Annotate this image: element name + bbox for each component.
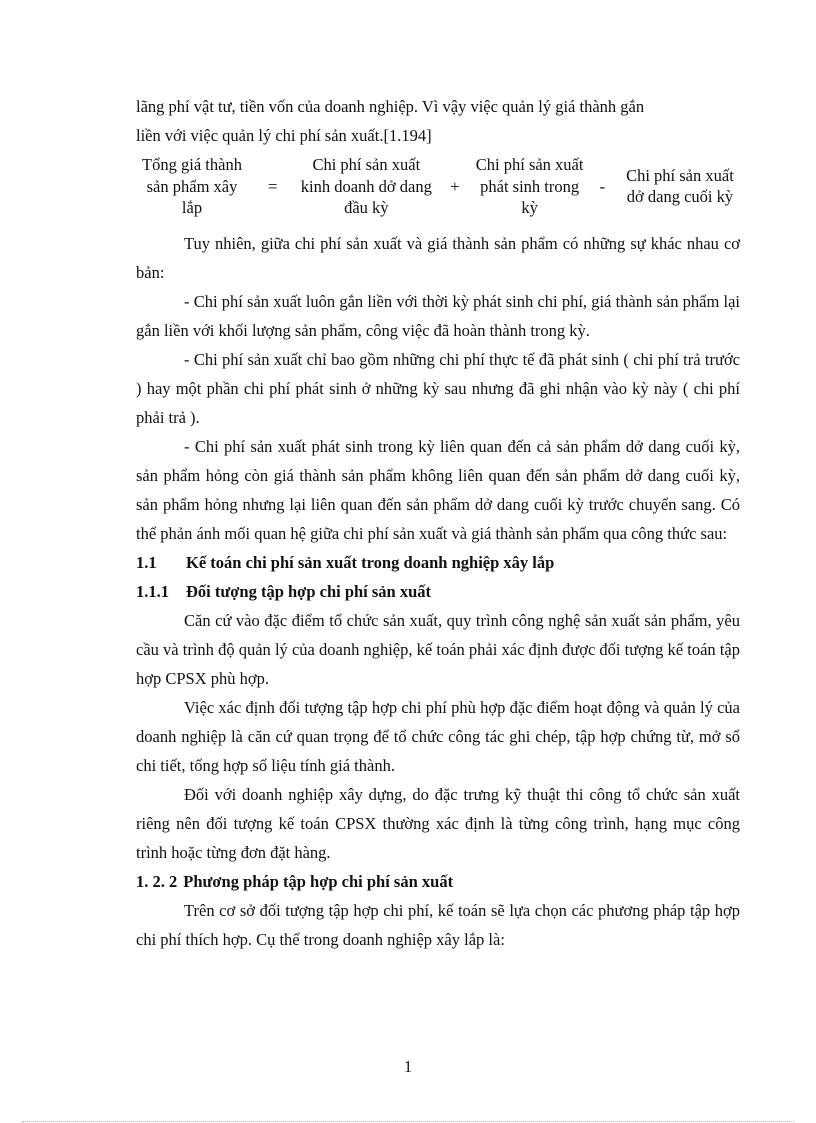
paragraph: - Chi phí sản xuất chỉ bao gồm những chi phí thực tế đã phát sinh ( chi phí trả trước ) hay một phần chi phí phát sinh ở những kỳ sau nhưng đã ghi nhận vào kỳ này ( chi phí phải trả ).	[136, 349, 740, 427]
paragraph: Trên cơ sở đối tượng tập hợp chi phí, kế toán sẽ lựa chọn các phương pháp tập hợp chi phí thích hợp. Cụ thể trong doanh nghiệp xây lắp là:	[136, 900, 740, 949]
paragraph: - Chi phí sản xuất phát sinh trong kỳ liên quan đến cả sản phẩm dở dang cuối kỳ, sản phẩm hỏng còn giá thành sản phẩm không liên quan đến sản phẩm dở dang cuối kỳ, sản phẩm hỏng nhưng lại liên quan đến sản phẩm dở dang cuối kỳ trước chuyển sang. Có thể phản ánh mối quan hệ giữa chi phí sản xuất và giá thành sản phẩm qua công thức sau:	[136, 436, 740, 543]
paragraph: Tuy nhiên, giữa chi phí sản xuất và giá thành sản phẩm có những sự khác nhau cơ bản:	[136, 233, 740, 282]
document-page	[136, 92, 740, 954]
cost-formula	[136, 154, 740, 219]
paragraph: Việc xác định đối tượng tập hợp chi phí phù hợp đặc điểm hoạt động và quản lý của doanh nghiệp là căn cứ quan trọng để tổ chức công tác ghi chép, tập hợp chứng từ, mở sổ chi tiết, tổng hợp số liệu tính giá thành.	[136, 697, 740, 775]
page-bottom-rule	[22, 1121, 794, 1122]
section-title: Kế toán chi phí sản xuất trong doanh nghiệp xây lắp	[186, 552, 555, 572]
formula-term-period-cost: Chi phí sản xuất phát sinh trong kỳ	[475, 155, 584, 217]
section-number: 1. 2. 2	[136, 871, 178, 891]
paragraph: Căn cứ vào đặc điểm tổ chức sản xuất, quy trình công nghệ sản xuất sản phẩm, yêu cầu và trình độ quản lý của doanh nghiệp, kế toán phải xác định được đối tượng kế toán tập hợp CPSX phù hợp.	[136, 610, 740, 688]
section-heading-1-1	[136, 548, 740, 577]
intro-line-1: lãng phí vật tư, tiền vốn của doanh nghiệp. Vì vậy việc quản lý giá thành gắn	[136, 97, 645, 116]
formula-operator-plus: +	[450, 176, 460, 196]
section-title: Phương pháp tập hợp chi phí sản xuất	[183, 871, 454, 891]
page-number: 1	[403, 1057, 413, 1076]
formula-term-opening-wip: Chi phí sản xuất kinh doanh dở dang đầu kỳ	[300, 155, 432, 217]
section-number: 1.1	[136, 552, 157, 572]
formula-operator-equals: =	[267, 176, 278, 196]
formula-operator-minus: -	[599, 176, 606, 196]
paragraph: - Chi phí sản xuất luôn gắn liền với thời kỳ phát sinh chi phí, giá thành sản phẩm lại gắn liền với khối lượng sản phẩm, công việc đã hoàn thành trong kỳ.	[136, 291, 740, 340]
section-number: 1.1.1	[136, 581, 169, 601]
formula-term-closing-wip: Chi phí sản xuất dở dang cuối kỳ	[626, 165, 734, 207]
formula-term-total-cost: Tổng giá thành sản phẩm xây lắp	[142, 155, 242, 217]
section-title: Đối tượng tập hợp chi phí sản xuất	[186, 581, 432, 601]
section-heading-1-2-2	[136, 867, 740, 896]
paragraph: Đối với doanh nghiệp xây dựng, do đặc trưng kỹ thuật thi công tổ chức sản xuất riêng nên đối tượng kế toán CPSX thường xác định là từng công trình, hạng mục công trình hoặc từng đơn đặt hàng.	[136, 784, 740, 862]
section-heading-1-1-1	[136, 577, 740, 606]
intro-line-2: liền với việc quản lý chi phí sản xuất.[1.194]	[136, 126, 432, 145]
